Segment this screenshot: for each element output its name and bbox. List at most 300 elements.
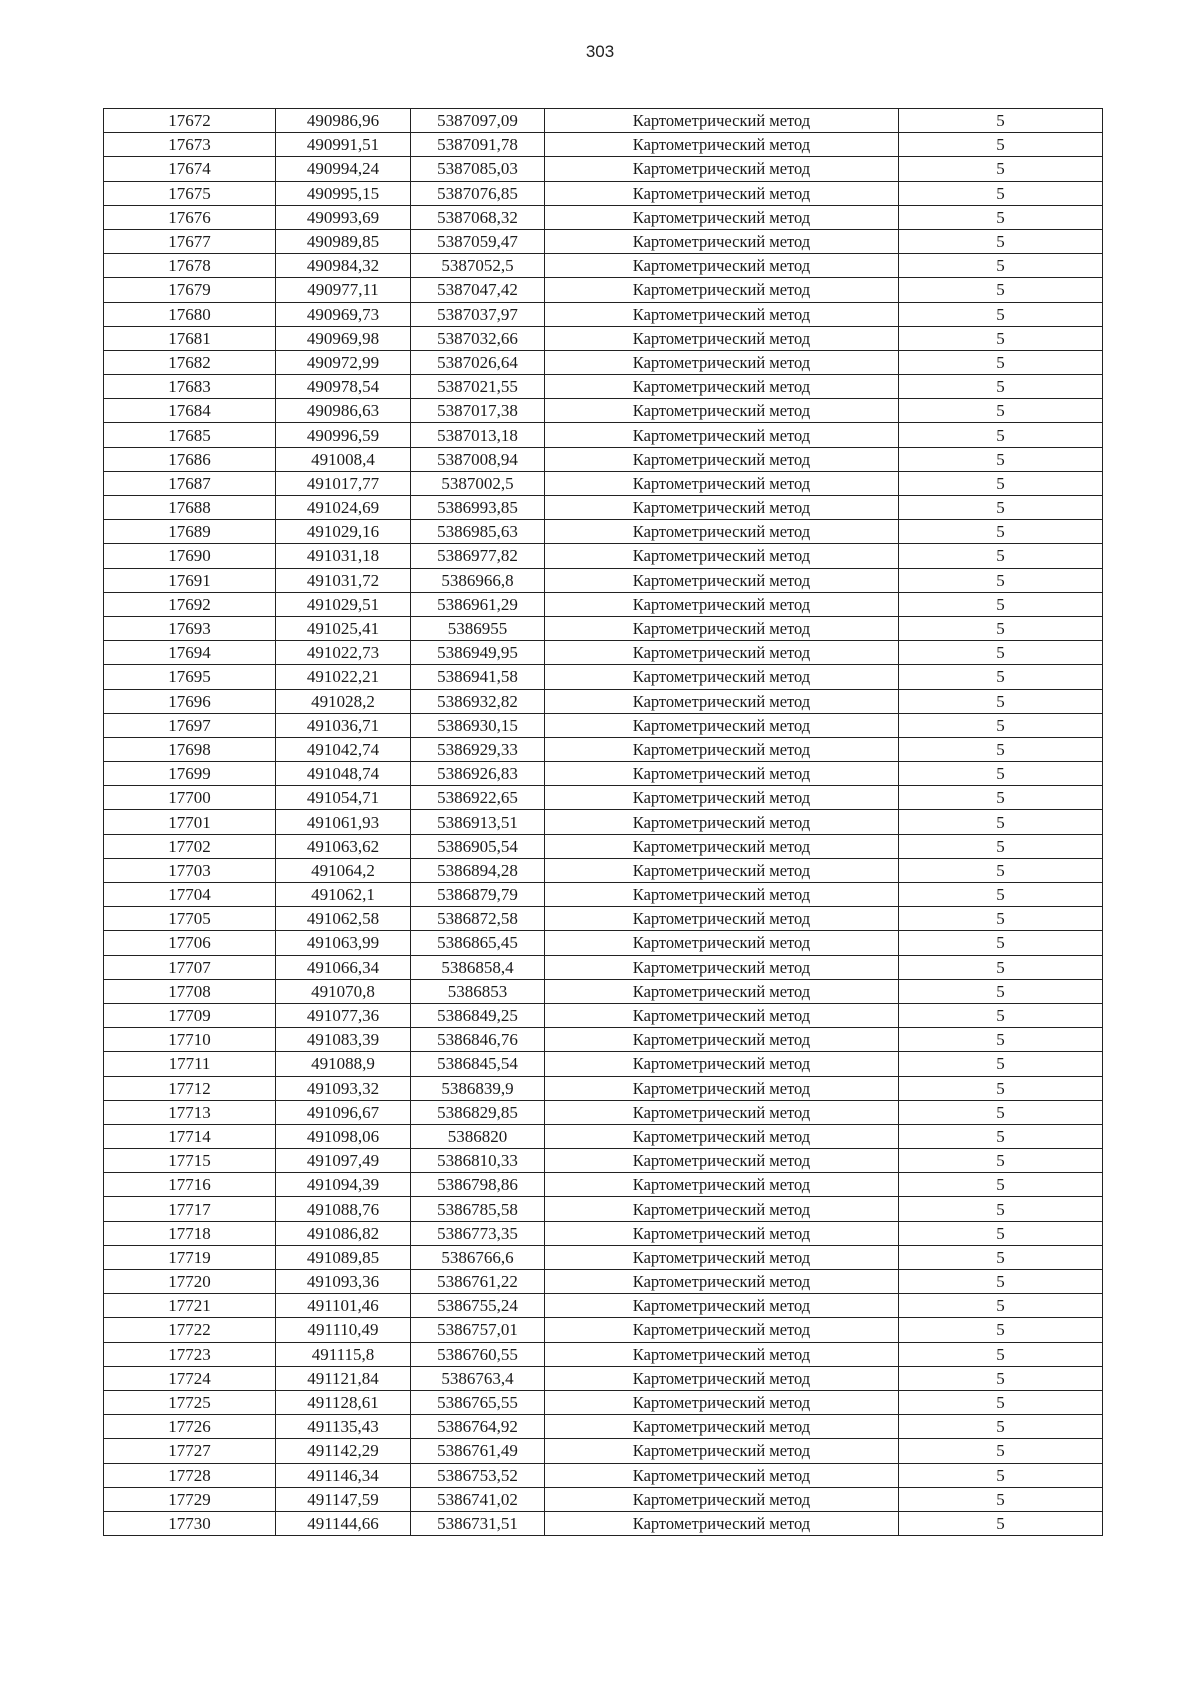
y-coordinate-cell: 5386760,55 [411,1342,545,1366]
point-number-cell: 17700 [104,786,276,810]
y-coordinate-cell: 5386731,51 [411,1511,545,1535]
point-number-cell: 17680 [104,302,276,326]
x-coordinate-cell: 491024,69 [276,496,411,520]
y-coordinate-cell: 5386763,4 [411,1366,545,1390]
x-coordinate-cell: 490969,98 [276,326,411,350]
point-number-cell: 17686 [104,447,276,471]
table-row [104,1390,1103,1414]
method-cell: Картометрический метод [545,713,899,737]
table-row [104,1318,1103,1342]
x-coordinate-cell: 491096,67 [276,1100,411,1124]
accuracy-cell: 5 [899,979,1103,1003]
y-coordinate-cell: 5386879,79 [411,883,545,907]
point-number-cell: 17710 [104,1028,276,1052]
x-coordinate-cell: 491063,62 [276,834,411,858]
table-row [104,302,1103,326]
point-number-cell: 17720 [104,1270,276,1294]
table-row [104,1100,1103,1124]
method-cell: Картометрический метод [545,1511,899,1535]
method-cell: Картометрический метод [545,834,899,858]
method-cell: Картометрический метод [545,1487,899,1511]
x-coordinate-cell: 491121,84 [276,1366,411,1390]
method-cell: Картометрический метод [545,205,899,229]
x-coordinate-cell: 491142,29 [276,1439,411,1463]
table-row [104,858,1103,882]
accuracy-cell: 5 [899,399,1103,423]
point-number-cell: 17714 [104,1124,276,1148]
y-coordinate-cell: 5387008,94 [411,447,545,471]
x-coordinate-cell: 490972,99 [276,350,411,374]
x-coordinate-cell: 491029,16 [276,520,411,544]
x-coordinate-cell: 490986,96 [276,109,411,133]
method-cell: Картометрический метод [545,1342,899,1366]
x-coordinate-cell: 491115,8 [276,1342,411,1366]
method-cell: Картометрический метод [545,883,899,907]
point-number-cell: 17721 [104,1294,276,1318]
y-coordinate-cell: 5387059,47 [411,229,545,253]
x-coordinate-cell: 491094,39 [276,1173,411,1197]
point-number-cell: 17698 [104,737,276,761]
method-cell: Картометрический метод [545,810,899,834]
y-coordinate-cell: 5387026,64 [411,350,545,374]
y-coordinate-cell: 5387021,55 [411,375,545,399]
point-number-cell: 17693 [104,616,276,640]
x-coordinate-cell: 491063,99 [276,931,411,955]
x-coordinate-cell: 491088,76 [276,1197,411,1221]
table-row [104,737,1103,761]
x-coordinate-cell: 490977,11 [276,278,411,302]
method-cell: Картометрический метод [545,1318,899,1342]
y-coordinate-cell: 5386894,28 [411,858,545,882]
x-coordinate-cell: 491062,1 [276,883,411,907]
table-row [104,375,1103,399]
accuracy-cell: 5 [899,157,1103,181]
accuracy-cell: 5 [899,834,1103,858]
point-number-cell: 17723 [104,1342,276,1366]
y-coordinate-cell: 5387037,97 [411,302,545,326]
table-row [104,931,1103,955]
y-coordinate-cell: 5387091,78 [411,133,545,157]
method-cell: Картометрический метод [545,907,899,931]
method-cell: Картометрический метод [545,375,899,399]
y-coordinate-cell: 5386846,76 [411,1028,545,1052]
table-row [104,1511,1103,1535]
accuracy-cell: 5 [899,1052,1103,1076]
table-row [104,350,1103,374]
method-cell: Картометрический метод [545,181,899,205]
table-row [104,834,1103,858]
point-number-cell: 17678 [104,254,276,278]
table-row [104,1052,1103,1076]
point-number-cell: 17711 [104,1052,276,1076]
method-cell: Картометрический метод [545,955,899,979]
table-row [104,1294,1103,1318]
y-coordinate-cell: 5386926,83 [411,762,545,786]
method-cell: Картометрический метод [545,1173,899,1197]
method-cell: Картометрический метод [545,1003,899,1027]
point-number-cell: 17725 [104,1390,276,1414]
y-coordinate-cell: 5386961,29 [411,592,545,616]
method-cell: Картометрический метод [545,544,899,568]
x-coordinate-cell: 490993,69 [276,205,411,229]
accuracy-cell: 5 [899,1124,1103,1148]
accuracy-cell: 5 [899,568,1103,592]
accuracy-cell: 5 [899,1511,1103,1535]
table-row [104,133,1103,157]
accuracy-cell: 5 [899,326,1103,350]
point-number-cell: 17699 [104,762,276,786]
method-cell: Картометрический метод [545,471,899,495]
accuracy-cell: 5 [899,665,1103,689]
table-row [104,1149,1103,1173]
accuracy-cell: 5 [899,109,1103,133]
method-cell: Картометрический метод [545,641,899,665]
x-coordinate-cell: 490991,51 [276,133,411,157]
accuracy-cell: 5 [899,1342,1103,1366]
x-coordinate-cell: 491061,93 [276,810,411,834]
accuracy-cell: 5 [899,181,1103,205]
method-cell: Картометрический метод [545,931,899,955]
method-cell: Картометрический метод [545,665,899,689]
point-number-cell: 17672 [104,109,276,133]
method-cell: Картометрический метод [545,1197,899,1221]
y-coordinate-cell: 5386955 [411,616,545,640]
y-coordinate-cell: 5386755,24 [411,1294,545,1318]
y-coordinate-cell: 5386798,86 [411,1173,545,1197]
method-cell: Картометрический метод [545,1245,899,1269]
method-cell: Картометрический метод [545,109,899,133]
x-coordinate-cell: 491022,73 [276,641,411,665]
table-row [104,326,1103,350]
table-row [104,496,1103,520]
point-number-cell: 17704 [104,883,276,907]
method-cell: Картометрический метод [545,1028,899,1052]
table-row [104,544,1103,568]
accuracy-cell: 5 [899,592,1103,616]
x-coordinate-cell: 491086,82 [276,1221,411,1245]
accuracy-cell: 5 [899,786,1103,810]
y-coordinate-cell: 5386905,54 [411,834,545,858]
x-coordinate-cell: 490978,54 [276,375,411,399]
accuracy-cell: 5 [899,955,1103,979]
method-cell: Картометрический метод [545,858,899,882]
method-cell: Картометрический метод [545,399,899,423]
y-coordinate-cell: 5386922,65 [411,786,545,810]
method-cell: Картометрический метод [545,157,899,181]
point-number-cell: 17681 [104,326,276,350]
accuracy-cell: 5 [899,1003,1103,1027]
y-coordinate-cell: 5386761,22 [411,1270,545,1294]
accuracy-cell: 5 [899,1221,1103,1245]
point-number-cell: 17730 [104,1511,276,1535]
point-number-cell: 17689 [104,520,276,544]
y-coordinate-cell: 5386761,49 [411,1439,545,1463]
accuracy-cell: 5 [899,544,1103,568]
y-coordinate-cell: 5386941,58 [411,665,545,689]
point-number-cell: 17712 [104,1076,276,1100]
accuracy-cell: 5 [899,302,1103,326]
y-coordinate-cell: 5387032,66 [411,326,545,350]
method-cell: Картометрический метод [545,1390,899,1414]
method-cell: Картометрический метод [545,254,899,278]
x-coordinate-cell: 490989,85 [276,229,411,253]
point-number-cell: 17719 [104,1245,276,1269]
accuracy-cell: 5 [899,737,1103,761]
table-row [104,1270,1103,1294]
table-row [104,641,1103,665]
accuracy-cell: 5 [899,1366,1103,1390]
method-cell: Картометрический метод [545,133,899,157]
method-cell: Картометрический метод [545,786,899,810]
accuracy-cell: 5 [899,883,1103,907]
x-coordinate-cell: 491093,32 [276,1076,411,1100]
point-number-cell: 17696 [104,689,276,713]
accuracy-cell: 5 [899,520,1103,544]
y-coordinate-cell: 5387068,32 [411,205,545,229]
table-row [104,1076,1103,1100]
method-cell: Картометрический метод [545,1294,899,1318]
method-cell: Картометрический метод [545,1463,899,1487]
x-coordinate-cell: 491144,66 [276,1511,411,1535]
y-coordinate-cell: 5386785,58 [411,1197,545,1221]
point-number-cell: 17722 [104,1318,276,1342]
y-coordinate-cell: 5386757,01 [411,1318,545,1342]
accuracy-cell: 5 [899,254,1103,278]
accuracy-cell: 5 [899,278,1103,302]
point-number-cell: 17727 [104,1439,276,1463]
y-coordinate-cell: 5386858,4 [411,955,545,979]
point-number-cell: 17691 [104,568,276,592]
point-number-cell: 17709 [104,1003,276,1027]
accuracy-cell: 5 [899,616,1103,640]
accuracy-cell: 5 [899,447,1103,471]
table-row [104,1415,1103,1439]
y-coordinate-cell: 5386753,52 [411,1463,545,1487]
point-number-cell: 17677 [104,229,276,253]
x-coordinate-cell: 490969,73 [276,302,411,326]
accuracy-cell: 5 [899,229,1103,253]
y-coordinate-cell: 5386849,25 [411,1003,545,1027]
method-cell: Картометрический метод [545,1124,899,1148]
table-row [104,1366,1103,1390]
table-row [104,1173,1103,1197]
point-number-cell: 17718 [104,1221,276,1245]
method-cell: Картометрический метод [545,496,899,520]
method-cell: Картометрический метод [545,1076,899,1100]
y-coordinate-cell: 5386929,33 [411,737,545,761]
method-cell: Картометрический метод [545,979,899,1003]
x-coordinate-cell: 491062,58 [276,907,411,931]
point-number-cell: 17687 [104,471,276,495]
x-coordinate-cell: 491070,8 [276,979,411,1003]
table-row [104,810,1103,834]
y-coordinate-cell: 5386993,85 [411,496,545,520]
point-number-cell: 17685 [104,423,276,447]
table-row [104,471,1103,495]
accuracy-cell: 5 [899,1390,1103,1414]
method-cell: Картометрический метод [545,229,899,253]
point-number-cell: 17706 [104,931,276,955]
accuracy-cell: 5 [899,423,1103,447]
table-row [104,883,1103,907]
point-number-cell: 17726 [104,1415,276,1439]
point-number-cell: 17695 [104,665,276,689]
x-coordinate-cell: 490984,32 [276,254,411,278]
method-cell: Картометрический метод [545,350,899,374]
table-row [104,713,1103,737]
x-coordinate-cell: 490996,59 [276,423,411,447]
table-row [104,1342,1103,1366]
y-coordinate-cell: 5386829,85 [411,1100,545,1124]
x-coordinate-cell: 491093,36 [276,1270,411,1294]
table-row [104,568,1103,592]
accuracy-cell: 5 [899,907,1103,931]
x-coordinate-cell: 490994,24 [276,157,411,181]
accuracy-cell: 5 [899,931,1103,955]
method-cell: Картометрический метод [545,1052,899,1076]
y-coordinate-cell: 5387097,09 [411,109,545,133]
x-coordinate-cell: 491022,21 [276,665,411,689]
y-coordinate-cell: 5387085,03 [411,157,545,181]
point-number-cell: 17728 [104,1463,276,1487]
accuracy-cell: 5 [899,689,1103,713]
point-number-cell: 17717 [104,1197,276,1221]
method-cell: Картометрический метод [545,737,899,761]
y-coordinate-cell: 5386845,54 [411,1052,545,1076]
point-number-cell: 17713 [104,1100,276,1124]
method-cell: Картометрический метод [545,447,899,471]
accuracy-cell: 5 [899,858,1103,882]
point-number-cell: 17694 [104,641,276,665]
accuracy-cell: 5 [899,205,1103,229]
table-row [104,278,1103,302]
x-coordinate-cell: 491089,85 [276,1245,411,1269]
point-number-cell: 17707 [104,955,276,979]
table-row [104,520,1103,544]
point-number-cell: 17729 [104,1487,276,1511]
y-coordinate-cell: 5387047,42 [411,278,545,302]
point-number-cell: 17705 [104,907,276,931]
point-number-cell: 17679 [104,278,276,302]
point-number-cell: 17674 [104,157,276,181]
method-cell: Картометрический метод [545,1366,899,1390]
y-coordinate-cell: 5386820 [411,1124,545,1148]
point-number-cell: 17675 [104,181,276,205]
table-row [104,1463,1103,1487]
accuracy-cell: 5 [899,1173,1103,1197]
table-row [104,1245,1103,1269]
x-coordinate-cell: 491066,34 [276,955,411,979]
y-coordinate-cell: 5387017,38 [411,399,545,423]
point-number-cell: 17724 [104,1366,276,1390]
accuracy-cell: 5 [899,133,1103,157]
y-coordinate-cell: 5386810,33 [411,1149,545,1173]
point-number-cell: 17673 [104,133,276,157]
method-cell: Картометрический метод [545,1100,899,1124]
point-number-cell: 17688 [104,496,276,520]
point-number-cell: 17676 [104,205,276,229]
accuracy-cell: 5 [899,1245,1103,1269]
accuracy-cell: 5 [899,1197,1103,1221]
accuracy-cell: 5 [899,1487,1103,1511]
table-row [104,689,1103,713]
point-number-cell: 17683 [104,375,276,399]
point-number-cell: 17703 [104,858,276,882]
accuracy-cell: 5 [899,1439,1103,1463]
method-cell: Картометрический метод [545,278,899,302]
method-cell: Картометрический метод [545,1415,899,1439]
table-row [104,109,1103,133]
x-coordinate-cell: 491025,41 [276,616,411,640]
x-coordinate-cell: 491147,59 [276,1487,411,1511]
method-cell: Картометрический метод [545,1439,899,1463]
y-coordinate-cell: 5387076,85 [411,181,545,205]
accuracy-cell: 5 [899,1100,1103,1124]
y-coordinate-cell: 5387013,18 [411,423,545,447]
x-coordinate-cell: 491083,39 [276,1028,411,1052]
point-number-cell: 17692 [104,592,276,616]
y-coordinate-cell: 5386966,8 [411,568,545,592]
y-coordinate-cell: 5386977,82 [411,544,545,568]
accuracy-cell: 5 [899,471,1103,495]
accuracy-cell: 5 [899,1415,1103,1439]
x-coordinate-cell: 491101,46 [276,1294,411,1318]
accuracy-cell: 5 [899,1028,1103,1052]
accuracy-cell: 5 [899,350,1103,374]
x-coordinate-cell: 491017,77 [276,471,411,495]
x-coordinate-cell: 491146,34 [276,1463,411,1487]
y-coordinate-cell: 5386766,6 [411,1245,545,1269]
y-coordinate-cell: 5386865,45 [411,931,545,955]
table-row [104,979,1103,1003]
accuracy-cell: 5 [899,641,1103,665]
y-coordinate-cell: 5386839,9 [411,1076,545,1100]
y-coordinate-cell: 5386764,92 [411,1415,545,1439]
method-cell: Картометрический метод [545,1149,899,1173]
table-row [104,1197,1103,1221]
page-number: 303 [585,42,615,61]
method-cell: Картометрический метод [545,592,899,616]
y-coordinate-cell: 5386932,82 [411,689,545,713]
table-row [104,1487,1103,1511]
x-coordinate-cell: 491135,43 [276,1415,411,1439]
table-row [104,229,1103,253]
table-row [104,423,1103,447]
y-coordinate-cell: 5386872,58 [411,907,545,931]
y-coordinate-cell: 5386985,63 [411,520,545,544]
x-coordinate-cell: 490995,15 [276,181,411,205]
method-cell: Картометрический метод [545,568,899,592]
x-coordinate-cell: 491077,36 [276,1003,411,1027]
point-number-cell: 17682 [104,350,276,374]
x-coordinate-cell: 491064,2 [276,858,411,882]
coordinates-table-body [104,109,1103,1536]
x-coordinate-cell: 490986,63 [276,399,411,423]
x-coordinate-cell: 491029,51 [276,592,411,616]
y-coordinate-cell: 5386853 [411,979,545,1003]
table-row [104,205,1103,229]
x-coordinate-cell: 491128,61 [276,1390,411,1414]
accuracy-cell: 5 [899,1294,1103,1318]
point-number-cell: 17708 [104,979,276,1003]
y-coordinate-cell: 5386773,35 [411,1221,545,1245]
x-coordinate-cell: 491031,72 [276,568,411,592]
table-row [104,907,1103,931]
accuracy-cell: 5 [899,1463,1103,1487]
point-number-cell: 17684 [104,399,276,423]
y-coordinate-cell: 5387002,5 [411,471,545,495]
method-cell: Картометрический метод [545,1221,899,1245]
